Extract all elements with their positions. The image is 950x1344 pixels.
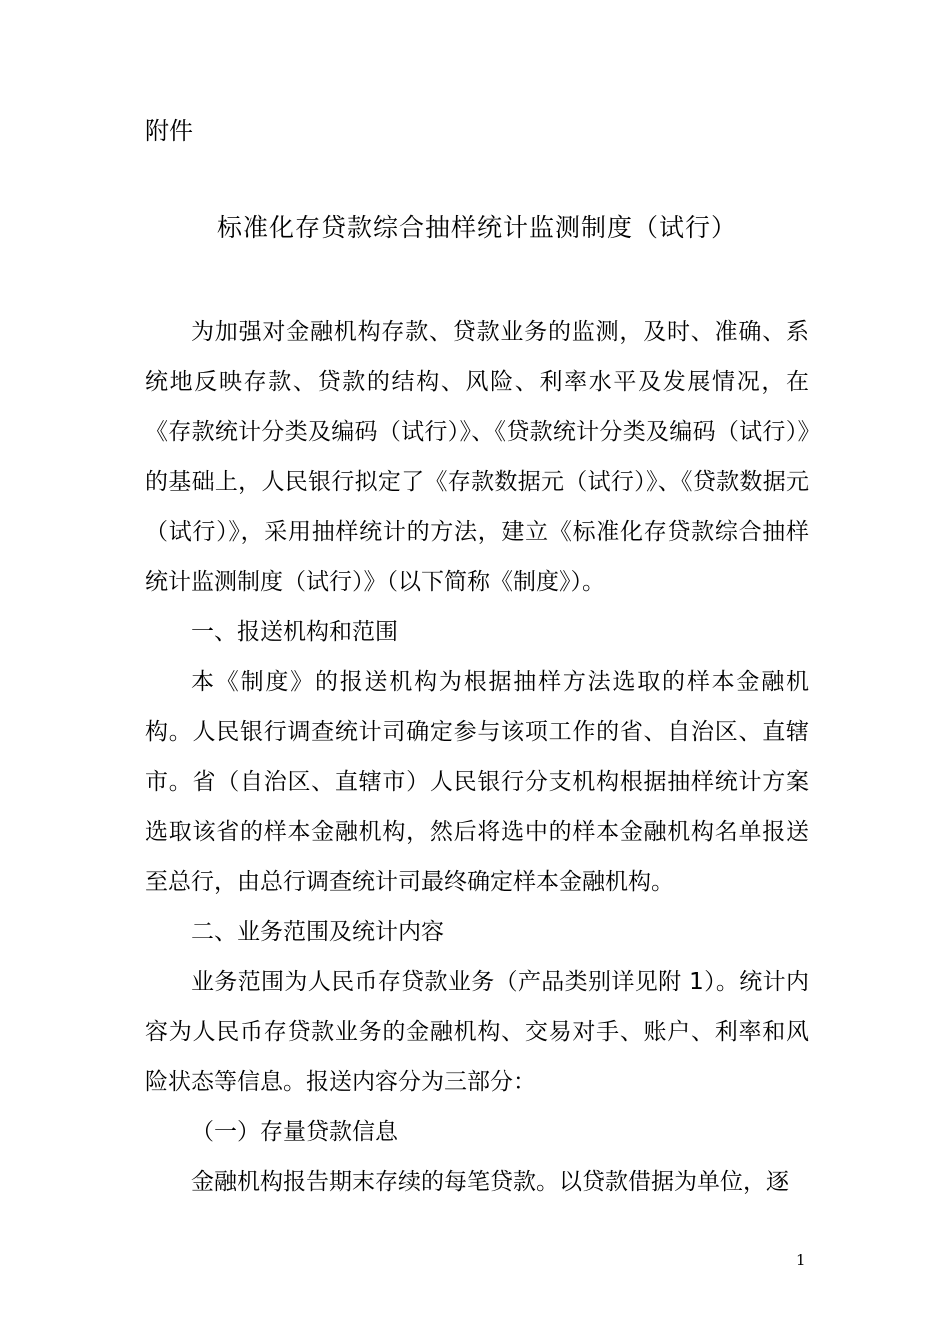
section-heading-business-scope: 二、业务范围及统计内容 bbox=[191, 919, 444, 945]
business-scope-paragraph: 业务范围为人民币存贷款业务（产品类别详见附 1）。统计内容为人民币存贷款业务的金融机构、交易对手、账户、利率和风险状态等信息。报送内容分为三部分： bbox=[145, 969, 809, 1095]
section-heading-reporting-institutions: 一、报送机构和范围 bbox=[191, 619, 398, 645]
document-title: 标准化存贷款综合抽样统计监测制度（试行） bbox=[216, 213, 737, 242]
page-number: 1 bbox=[796, 1251, 806, 1269]
reporting-institutions-paragraph: 本《制度》的报送机构为根据抽样方法选取的样本金融机构。人民银行调查统计司确定参与该项工作的省、自治区、直辖市。省（自治区、直辖市）人民银行分支机构根据抽样统计方案选取该省的样本金融机构，然后将选中的样本金融机构名单报送至总行，由总行调查统计司最终确定样本金融机构。 bbox=[145, 669, 809, 895]
loan-stock-paragraph: 金融机构报告期末存续的每笔贷款。以贷款借据为单位，逐 bbox=[191, 1169, 789, 1195]
document-body bbox=[145, 307, 809, 1207]
subsection-heading-loan-stock: （一）存量贷款信息 bbox=[191, 1119, 398, 1145]
attachment-label: 附件 bbox=[145, 117, 193, 145]
intro-paragraph: 为加强对金融机构存款、贷款业务的监测，及时、准确、系统地反映存款、贷款的结构、风险、利率水平及发展情况，在《存款统计分类及编码（试行）》、《贷款统计分类及编码（试行）》的基础上，人民银行拟定了《存款数据元（试行）》、《贷款数据元（试行）》，采用抽样统计的方法，建立《标准化存贷款综合抽样统计监测制度（试行）》（以下简称《制度》）。 bbox=[145, 319, 809, 595]
